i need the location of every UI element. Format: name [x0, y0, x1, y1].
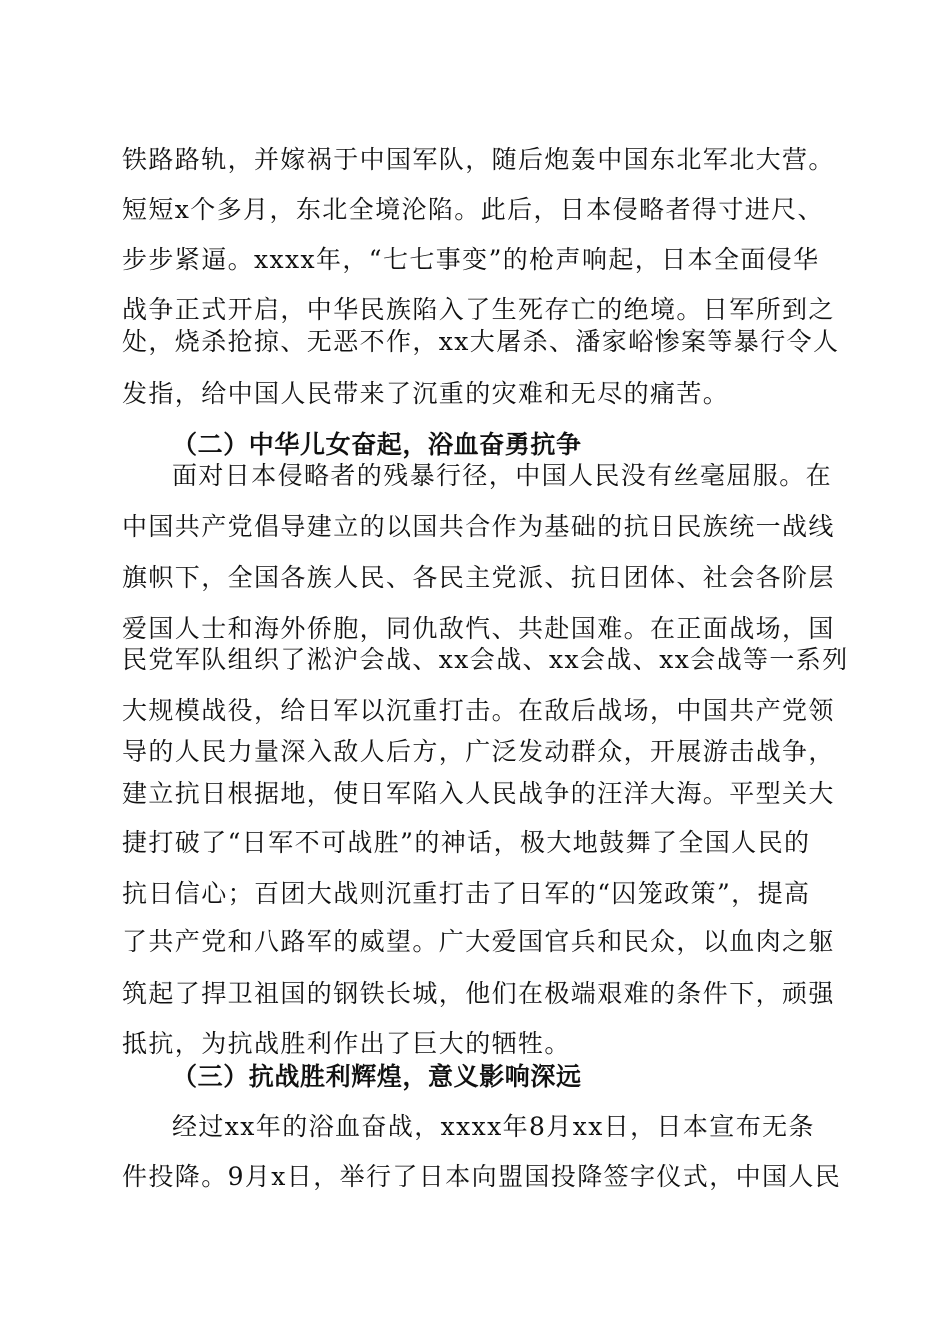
- body-text-line: 民党军队组织了淞沪会战、xx会战、xx会战、xx会战等一系列: [122, 645, 849, 674]
- body-text-line: 大规模战役，给日军以沉重打击。在敌后战场，中国共产党领: [122, 696, 835, 725]
- section-heading-2: （二）中华儿女奋起，浴血奋勇抗争: [172, 430, 582, 459]
- body-text-line: 战争正式开启，中华民族陷入了生死存亡的绝境。日军所到之: [122, 295, 835, 324]
- body-text-line: 了共产党和八路军的威望。广大爱国官兵和民众，以血肉之躯: [122, 927, 835, 956]
- body-text-line: 抵抗，为抗战胜利作出了巨大的牺牲。: [122, 1029, 571, 1058]
- body-text-line: 抗日信心；百团大战则沉重打击了日军的“囚笼政策”，提高: [122, 879, 811, 908]
- body-text-line: 短短x个多月，东北全境沦陷。此后，日本侵略者得寸进尺、: [122, 195, 824, 224]
- body-text-line: 捷打破了“日军不可战胜”的神话，极大地鼓舞了全国人民的: [122, 828, 811, 857]
- body-text-line: 建立抗日根据地，使日军陷入人民战争的汪洋大海。平型关大: [122, 779, 835, 808]
- body-text-line: 步步紧逼。xxxx年，“七七事变”的枪声响起，日本全面侵华: [122, 245, 820, 274]
- body-text-line: 处，烧杀抢掠、无恶不作，xx大屠杀、潘家峪惨案等暴行令人: [122, 327, 840, 356]
- body-text-line: 导的人民力量深入敌人后方，广泛发动群众，开展游击战争，: [122, 737, 835, 766]
- body-text-line: 爱国人士和海外侨胞，同仇敌忾、共赴国难。在正面战场，国: [122, 614, 835, 643]
- body-text-line: 件投降。9月x日，举行了日本向盟国投降签字仪式，中国人民: [122, 1162, 842, 1191]
- body-text-line: 中国共产党倡导建立的以国共合作为基础的抗日民族统一战线: [122, 512, 835, 541]
- body-text-line: 经过xx年的浴血奋战，xxxx年8月xx日，日本宣布无条: [172, 1112, 815, 1141]
- section-heading-3: （三）抗战胜利辉煌，意义影响深远: [172, 1062, 582, 1091]
- body-text-line: 旗帜下，全国各族人民、各民主党派、抗日团体、社会各阶层: [122, 563, 835, 592]
- body-text-line: 发指，给中国人民带来了沉重的灾难和无尽的痛苦。: [122, 379, 730, 408]
- body-text-line: 面对日本侵略者的残暴行径，中国人民没有丝毫屈服。在: [172, 461, 833, 490]
- body-text-line: 铁路路轨，并嫁祸于中国军队，随后炮轰中国东北军北大营。: [122, 145, 835, 174]
- body-text-line: 筑起了捍卫祖国的钢铁长城，他们在极端艰难的条件下，顽强: [122, 979, 835, 1008]
